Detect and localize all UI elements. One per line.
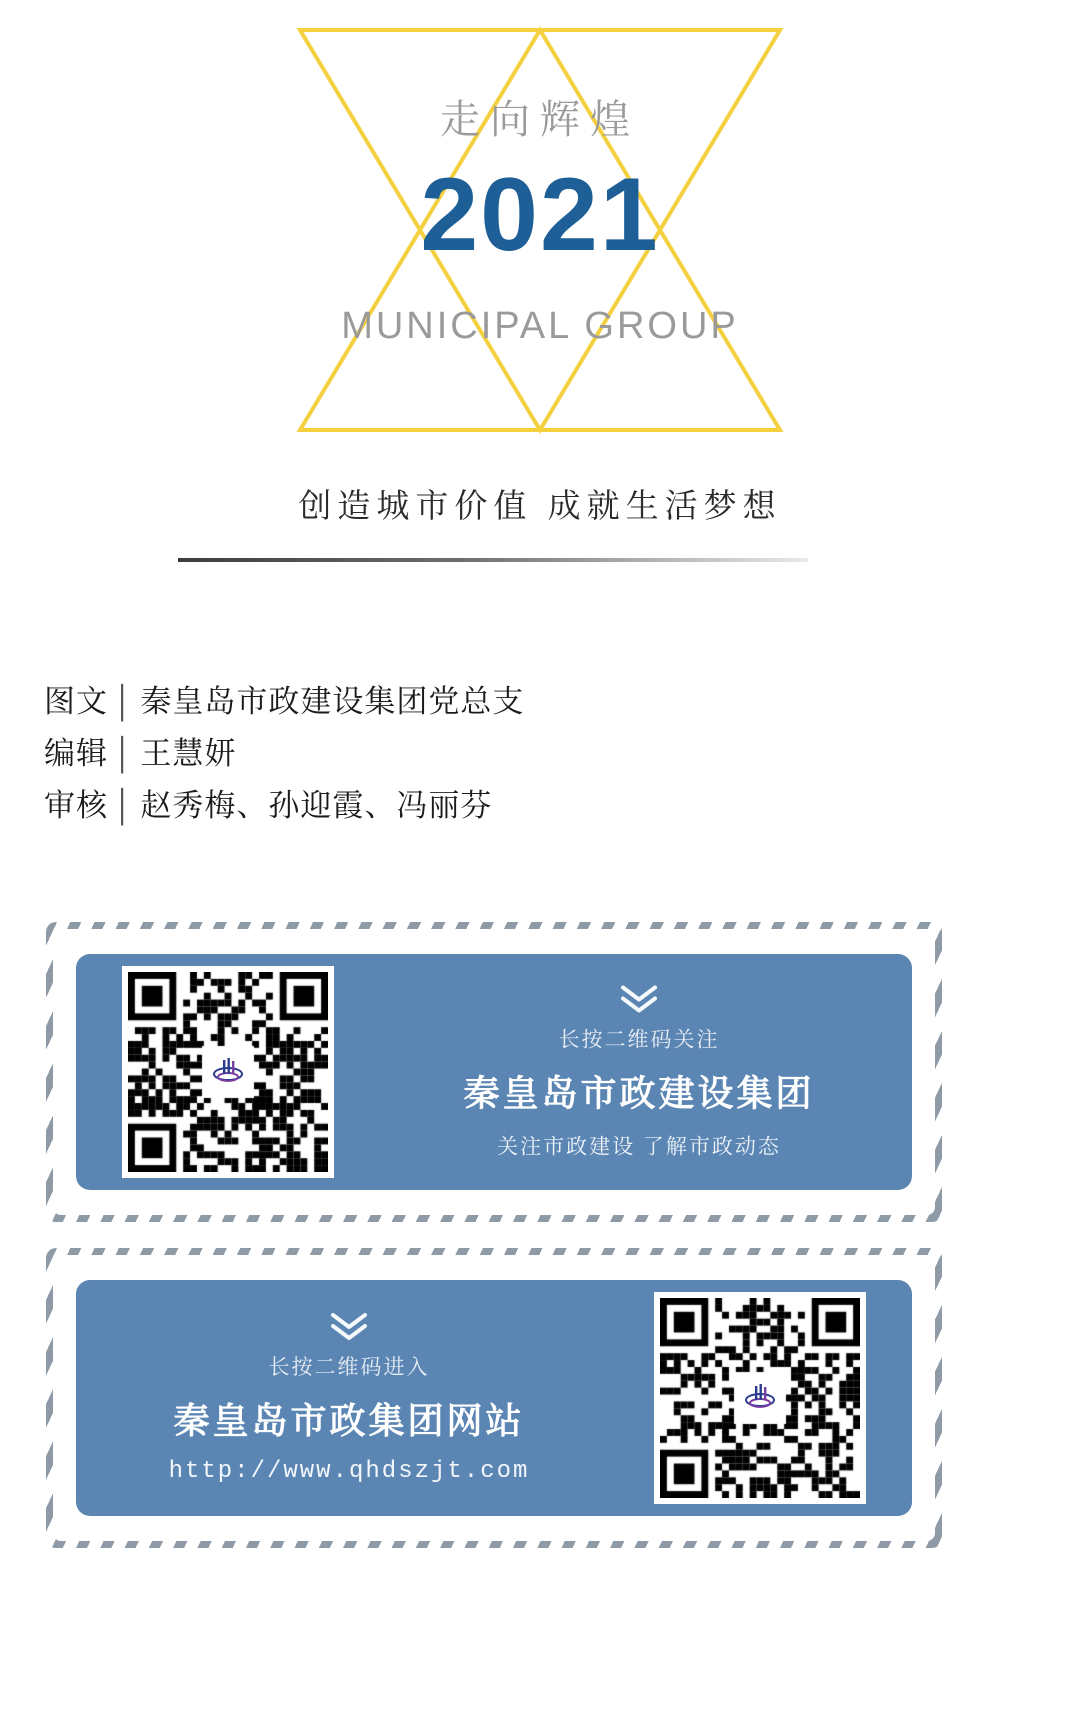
- card-title: 秦皇岛市政集团网站: [173, 1400, 525, 1441]
- wechat-qr-card[interactable]: [46, 922, 942, 1222]
- credit-row: [44, 676, 944, 728]
- divider-rule: [178, 558, 808, 562]
- credit-separator: │: [114, 684, 135, 719]
- credit-label: 审核: [44, 788, 108, 823]
- card-title: 秦皇岛市政建设集团: [463, 1072, 815, 1114]
- card-url[interactable]: http://www.qhdszjt.com: [168, 1458, 530, 1485]
- slogan-text: 创造城市价值 成就生活梦想: [298, 487, 782, 524]
- hero-subtitle: MUNICIPAL GROUP: [341, 305, 739, 347]
- credit-row: [44, 728, 944, 780]
- credit-value: 赵秀梅、孙迎霞、冯丽芬: [140, 788, 493, 823]
- credit-label: 图文: [44, 684, 108, 719]
- chevron-down-icon: [327, 1311, 371, 1341]
- qr-code-website[interactable]: [654, 1292, 866, 1504]
- credit-value: 王慧妍: [140, 736, 237, 771]
- credit-separator: │: [114, 788, 135, 823]
- credit-label: 编辑: [44, 736, 108, 771]
- card-text-block: [406, 984, 872, 1161]
- card-hint: 长按二维码关注: [558, 1028, 720, 1052]
- website-qr-card[interactable]: [46, 1248, 942, 1548]
- company-logo-icon: [205, 1049, 251, 1095]
- hero-year: 2021: [420, 157, 660, 273]
- qr-code-wechat[interactable]: [122, 966, 334, 1178]
- card-footer: 关注市政建设 了解市政动态: [497, 1135, 781, 1159]
- credit-row: [44, 780, 944, 832]
- credit-separator: │: [114, 736, 135, 771]
- credits-block: [44, 676, 944, 832]
- card-body: [76, 954, 912, 1190]
- company-logo-icon: [737, 1375, 783, 1421]
- card-text-block: [116, 1311, 582, 1485]
- hero-title: 走向辉煌: [440, 98, 640, 142]
- chevron-down-icon: [617, 984, 661, 1014]
- hero-banner: [0, 0, 1080, 470]
- card-hint: 长按二维码进入: [268, 1356, 430, 1379]
- credit-value: 秦皇岛市政建设集团党总支: [140, 684, 525, 719]
- card-body: [76, 1280, 912, 1516]
